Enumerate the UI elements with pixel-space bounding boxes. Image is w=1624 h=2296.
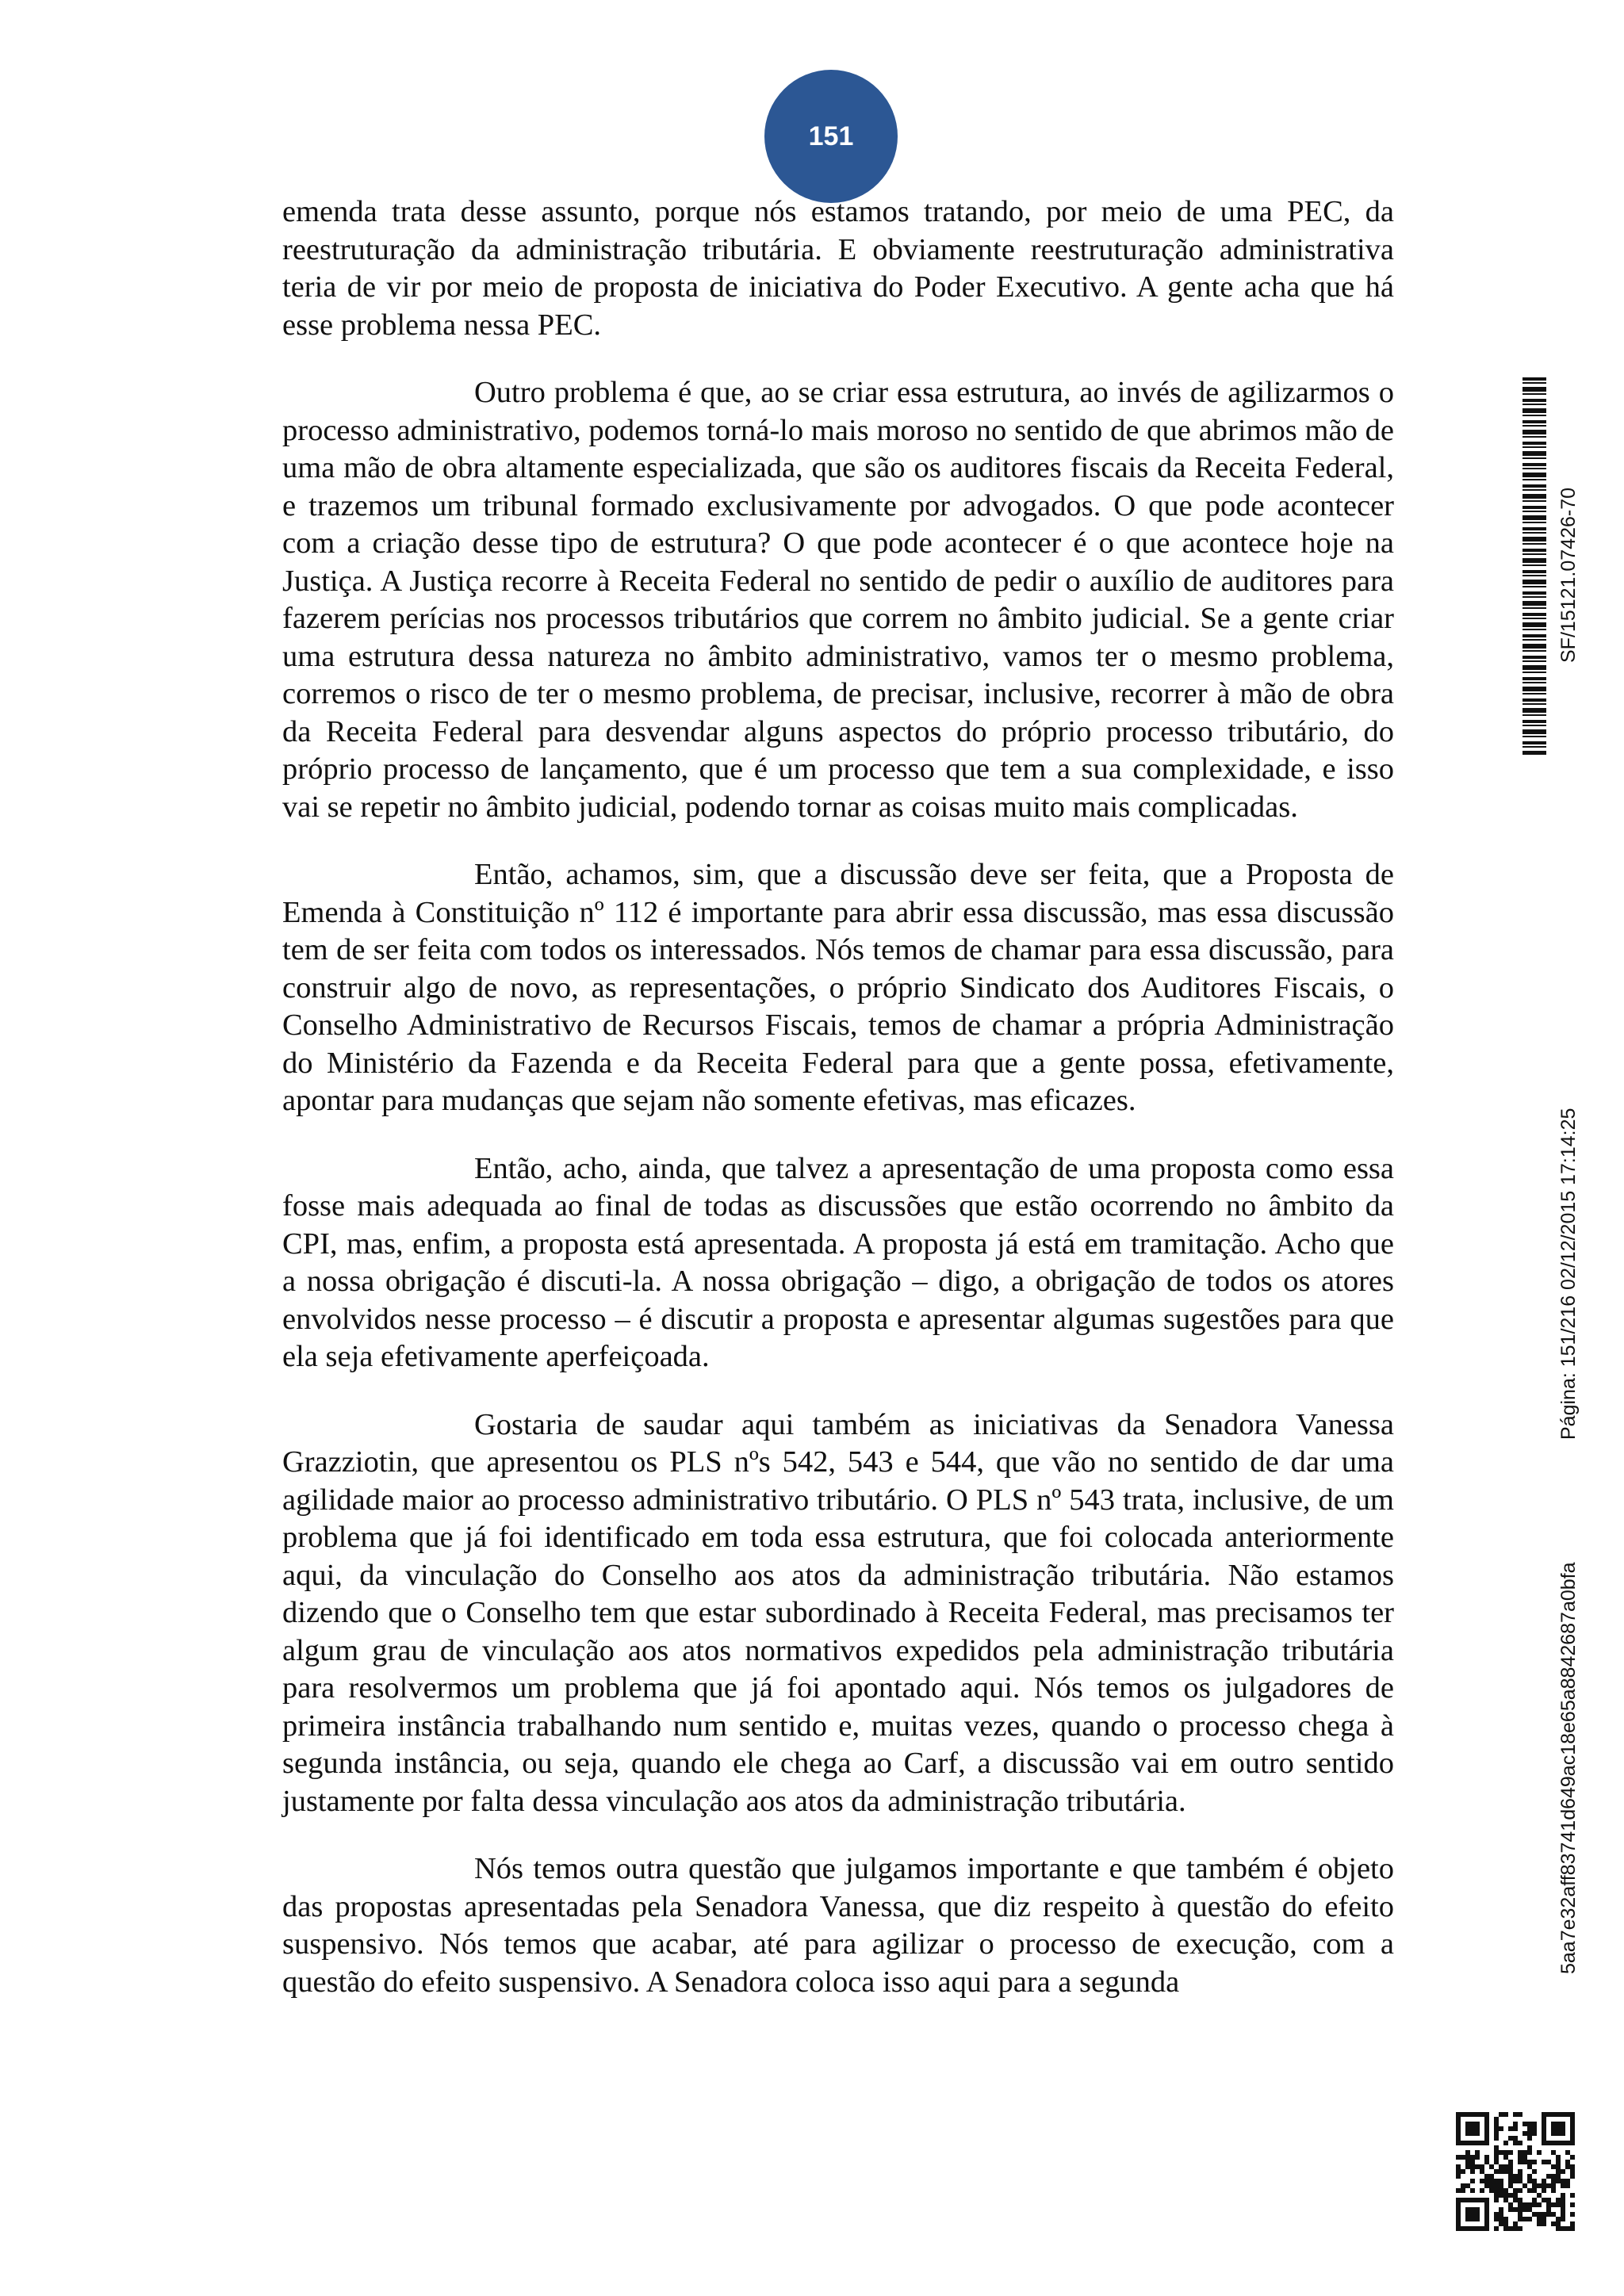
page-timestamp: Página: 151/216 02/12/2015 17:14:25 [1557, 1108, 1580, 1440]
paragraph-1: emenda trata desse assunto, porque nós estamos tratando, por meio de uma PEC, da reestruturação da administração tributária. E obviamente reestruturação administrativa teria de vir por meio de proposta de iniciativa do Poder Executivo. A gente acha que há esse problema nessa PEC. [282, 195, 1394, 342]
qr-code-icon [1456, 2112, 1575, 2231]
page-number-badge [764, 70, 898, 203]
document-hash: 5aa7e32aff83741d649ac18e65a8842687a0bfa [1557, 1562, 1580, 1974]
document-code: SF/15121.07426-70 [1557, 487, 1580, 663]
paragraph-6: Nós temos outra questão que julgamos importante e que também é objeto das propostas apresentadas pela Senadora Vanessa, que diz respeito à questão do efeito suspensivo. Nós temos que acabar, até para agilizar o processo de execução, com a questão do efeito suspensivo. A Senadora coloca isso aqui para a segunda [282, 1852, 1394, 1999]
paragraph-5: Gostaria de saudar aqui também as iniciativas da Senadora Vanessa Grazziotin, que apresentou os PLS nºs 542, 543 e 544, que vão no sentido de dar uma agilidade maior ao processo administrativo tributário. O PLS nº 543 trata, inclusive, de um problema que já foi identificado em toda essa estrutura, que foi colocada anteriormente aqui, da vinculação do Conselho aos atos da administração tributária. Não estamos dizendo que o Conselho tem que estar subordinado à Receita Federal, mas precisamos ter algum grau de vinculação aos atos normativos expedidos pela administração tributária para resolvermos um problema que já foi apontado aqui. Nós temos os julgadores de primeira instância trabalhando num sentido e, muitas vezes, quando o processo chega à segunda instância, ou seja, quando ele chega ao Carf, a discussão vai em outro sentido justamente por falta dessa vinculação aos atos da administração tributária. [282, 1407, 1394, 1818]
document-body [282, 193, 1394, 2031]
paragraph-4: Então, acho, ainda, que talvez a apresentação de uma proposta como essa fosse mais adequada ao final de todas as discussões que estão ocorrendo no âmbito da CPI, mas, enfim, a proposta está apresentada. A proposta já está em tramitação. Acho que a nossa obrigação é discuti-la. A nossa obrigação – digo, a obrigação de todos os atores envolvidos nesse processo – é discutir a proposta e apresentar algumas sugestões para que ela seja efetivamente aperfeiçoada. [282, 1151, 1394, 1373]
paragraph-2: Outro problema é que, ao se criar essa estrutura, ao invés de agilizarmos o processo administrativo, podemos torná-lo mais moroso no sentido de que abrimos mão de uma mão de obra altamente especializada, que são os auditores fiscais da Receita Federal, e trazemos um tribunal formado exclusivamente por advogados. O que pode acontecer com a criação desse tipo de estrutura? O que pode acontecer é o que acontece hoje na Justiça. A Justiça recorre à Receita Federal no sentido de pedir o auxílio de auditores para fazerem perícias nos processos tributários que correm no âmbito judicial. Se a gente criar uma estrutura dessa natureza no âmbito administrativo, vamos ter o mesmo problema, corremos o risco de ter o mesmo problema, de precisar, inclusive, recorrer à mão de obra da Receita Federal para desvendar alguns aspectos do próprio processo tributário, do próprio processo de lançamento, que é um processo que tem a sua complexidade, e isso vai se repetir no âmbito judicial, podendo tornar as coisas muito mais complicadas. [282, 376, 1394, 824]
paragraph-3: Então, achamos, sim, que a discussão deve ser feita, que a Proposta de Emenda à Constituição nº 112 é importante para abrir essa discussão, mas essa discussão tem de ser feita com todos os interessados. Nós temos de chamar para essa discussão, para construir algo de novo, as representações, o próprio Sindicato dos Auditores Fiscais, o Conselho Administrativo de Recursos Fiscais, temos de chamar a própria Administração do Ministério da Fazenda e da Receita Federal para que a gente possa, efetivamente, apontar para mudanças que sejam não somente efetivas, mas eficazes. [282, 858, 1394, 1117]
barcode-icon [1522, 377, 1546, 755]
page-number: 151 [808, 121, 854, 151]
